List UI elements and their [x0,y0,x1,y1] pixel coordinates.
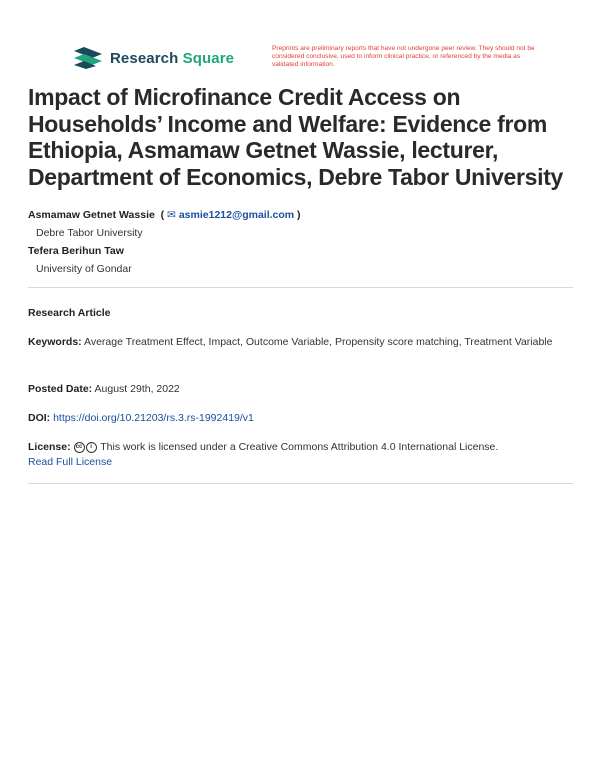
read-full-license-link[interactable]: Read Full License [28,456,113,468]
author-list [28,206,301,278]
author-name: Asmamaw Getnet Wassie [28,209,155,221]
doi-link[interactable]: https://doi.org/10.21203/rs.3.rs-1992419/v1 [53,412,254,424]
email-icon: ✉ [167,209,176,221]
attribution-icon: i [86,442,97,453]
brand-name: Research Square [110,49,235,67]
author-affiliation: Debre Tabor University [36,227,143,239]
posted-date [28,382,573,397]
preprint-disclaimer: Preprints are preliminary reports that have not undergone peer review. They should not be considered conclusive, used to inform clinical practice, or referenced by the media as validated information. [272,45,535,68]
doi-label: DOI: [28,412,51,424]
keywords [28,335,573,350]
creative-commons-icon: cc [74,442,85,453]
author-affiliation: University of Gondar [36,263,132,275]
author-name: Tefera Berihun Taw [28,245,124,257]
divider [28,483,573,484]
license [28,440,573,470]
license-label: License: [28,441,71,453]
research-square-logo[interactable] [74,47,234,69]
author-entry: Asmamaw Getnet Wassie ( ✉ asmie1212@gmail.com ) [28,209,301,221]
keywords-value: Average Treatment Effect, Impact, Outcome Variable, Propensity score matching, Treatment Variable [84,336,553,348]
posted-date-label: Posted Date: [28,383,93,395]
keywords-label: Keywords: [28,336,82,348]
article-type: Research Article [28,307,111,319]
doi [28,411,573,426]
posted-date-value: August 29th, 2022 [94,383,180,395]
author-email-link[interactable]: asmie1212@gmail.com [178,209,295,221]
research-square-icon [74,47,102,69]
paper-title: Impact of Microfinance Credit Access on Households’ Income and Welfare: Evidence from Ethiopia, Asmamaw Getnet Wassie, lecturer, Department of Economics, Debre Tabor University [28,84,564,190]
license-text: This work is licensed under a Creative Commons Attribution 4.0 International License. [100,441,499,453]
divider [28,287,573,288]
